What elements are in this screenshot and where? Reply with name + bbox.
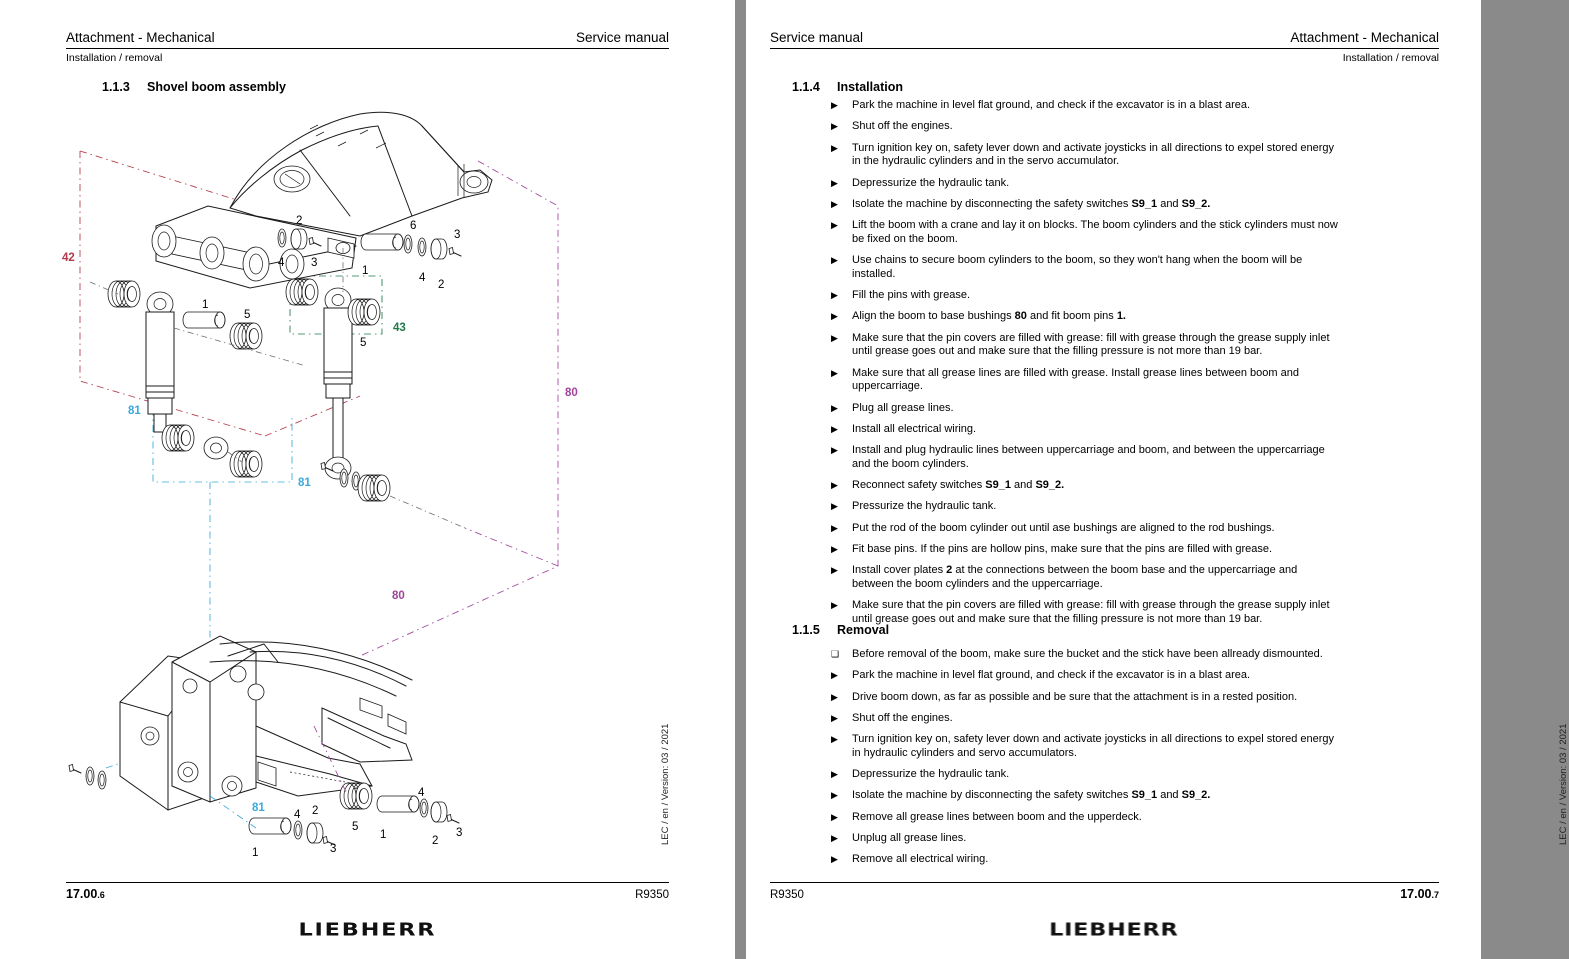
bushings-right-80 <box>321 463 465 529</box>
installation-step-item <box>831 423 1341 437</box>
callout-42: 42 <box>62 252 75 264</box>
installation-step-item-text: Park the machine in level flat ground, and check if the excavator is in a blast area. <box>852 99 1251 111</box>
removal-step-item <box>831 789 1341 803</box>
installation-step-item-text: Make sure that the pin covers are filled with grease: fill with grease through the grease supply inlet until grease goes out and make sure that the filling pressure is not more than 19 bar. <box>852 599 1330 625</box>
installation-step-item <box>831 310 1341 324</box>
removal-step-item-text: Unplug all grease lines. <box>852 831 967 844</box>
removal-step-item-text: Isolate the machine by disconnecting the safety switches S9_1 and S9_2. <box>852 789 1211 802</box>
installation-step-item-text: Reconnect safety switches S9_1 and S9_2. <box>852 479 1065 491</box>
triangle-bullet-icon: ▶ <box>831 311 838 322</box>
removal-step-item-text: Park the machine in level flat ground, and check if the excavator is in a blast area. <box>852 669 1251 682</box>
callout-81-upper: 81 <box>128 405 141 417</box>
part-number-5b: 5 <box>360 337 367 349</box>
footer-row-right <box>770 883 1439 901</box>
liebherr-logo-right: LIEBHERR <box>1048 919 1179 941</box>
removal-step-item <box>831 648 1341 662</box>
installation-step-item <box>831 254 1341 282</box>
section-number-115: 1.1.5 <box>792 623 820 637</box>
section-heading-115 <box>792 623 889 637</box>
header-right-title-right: Attachment - Mechanical <box>1290 30 1439 45</box>
removal-step-item-text: Remove all grease lines between boom and the upperdeck. <box>852 810 1142 823</box>
page-header-left <box>66 30 669 64</box>
triangle-bullet-icon: ▶ <box>831 220 838 230</box>
brand-logo-right-wrap <box>746 919 1481 941</box>
installation-step-item <box>831 120 1341 134</box>
footer-model: R9350 <box>635 889 669 901</box>
removal-step-item <box>831 832 1341 846</box>
triangle-bullet-icon: ▶ <box>831 402 838 413</box>
boom-foot-assembly <box>120 636 412 810</box>
page-gutter <box>735 0 746 959</box>
section-heading-114 <box>792 80 903 94</box>
callout-80-right: 80 <box>565 387 578 399</box>
triangle-bullet-icon: ▶ <box>831 142 838 153</box>
installation-step-item-text: Fit base pins. If the pins are hollow pins, make sure that the pins are filled with grease. <box>852 542 1273 555</box>
part-number-3c: 3 <box>330 843 337 855</box>
bushings-mid-81 <box>162 425 262 477</box>
part-number-3b: 3 <box>454 229 461 241</box>
callout-43: 43 <box>393 322 406 334</box>
footer-page-number: 17.00.6 <box>66 887 105 901</box>
installation-step-item <box>831 564 1341 592</box>
installation-step-item-text: Put the rod of the boom cylinder out until ase bushings are aligned to the rod bushings. <box>852 521 1275 534</box>
side-version-text-left: LEC / en / Version: 03 / 2021 <box>660 723 671 845</box>
removal-step-item <box>831 853 1341 867</box>
header-subtitle: Installation / removal <box>66 52 163 64</box>
triangle-bullet-icon: ▶ <box>831 670 838 681</box>
triangle-bullet-icon: ▶ <box>831 522 838 533</box>
callout-81-lowmid: 81 <box>252 802 265 814</box>
part-number-5: 5 <box>244 309 251 321</box>
part-number-5c: 5 <box>352 821 359 833</box>
boom-main-body <box>152 112 492 288</box>
header-title-row-right <box>770 30 1439 49</box>
triangle-bullet-icon: ▶ <box>831 480 838 490</box>
installation-step-item-text: Make sure that all grease lines are filled with grease. Install grease lines between boom and uppercarriage. <box>852 366 1299 393</box>
triangle-bullet-icon: ▶ <box>831 445 838 455</box>
part-number-3d: 3 <box>456 827 463 839</box>
installation-step-item-text: Align the boom to base bushings 80 and fit boom pins 1. <box>852 310 1126 323</box>
installation-step-item <box>831 479 1341 493</box>
removal-step-item-text: Turn ignition key on, safety lever down and activate joysticks in all directions to expel stored energy in hydraulic cylinders and servo accumulators. <box>852 733 1335 759</box>
installation-step-item <box>831 219 1341 247</box>
footer-model-right: R9350 <box>770 889 804 901</box>
removal-step-item <box>831 768 1341 782</box>
page-header-right <box>770 30 1439 64</box>
removal-step-item-text: Drive boom down, as far as possible and be sure that the attachment is in a rested position. <box>852 690 1298 703</box>
installation-step-item <box>831 500 1341 514</box>
callout-80-bottom: 80 <box>392 590 405 602</box>
triangle-bullet-icon: ▶ <box>831 121 838 132</box>
installation-step-item-text: Make sure that the pin covers are filled with grease: fill with grease through the grease supply inlet until grease goes out and make sure that the filling pressure is not more than 19 bar. <box>852 331 1330 358</box>
footer-row <box>66 883 669 901</box>
part-number-4d: 4 <box>418 787 425 799</box>
header-left-title: Attachment - Mechanical <box>66 30 215 45</box>
installation-step-item-text: Install cover plates 2 at the connections between the boom base and the uppercarriage and between the boom cylinders and the uppercarriage. <box>852 564 1298 590</box>
part-number-1e: 1 <box>380 829 387 841</box>
section-number: 1.1.3 <box>102 80 130 94</box>
installation-steps-list <box>831 99 1341 634</box>
seal-kit-lower-left <box>69 765 106 790</box>
triangle-bullet-icon: ▶ <box>831 198 838 209</box>
installation-step-item <box>831 522 1341 536</box>
removal-step-item <box>831 811 1341 825</box>
removal-step-item-text: Before removal of the boom, make sure the bucket and the stick have been allready dismounted. <box>852 648 1323 660</box>
header-right-title: Service manual <box>575 30 669 45</box>
installation-step-item <box>831 289 1341 303</box>
installation-step-item <box>831 543 1341 557</box>
triangle-bullet-icon: ▶ <box>831 367 838 378</box>
part-number-4b: 4 <box>419 272 426 284</box>
part-number-1: 1 <box>362 265 369 277</box>
part-number-4c: 4 <box>294 809 301 821</box>
callout-81-mid: 81 <box>298 477 311 489</box>
installation-step-item-text: Use chains to secure boom cylinders to the boom, so they won't hang when the boom will be installed. <box>852 254 1303 280</box>
pin-kit-upper-right <box>361 220 461 291</box>
triangle-bullet-icon: ▶ <box>831 100 838 110</box>
removal-steps-list <box>831 648 1341 874</box>
installation-step-item <box>831 402 1341 416</box>
installation-step-item-text: Install all electrical wiring. <box>852 422 977 435</box>
triangle-bullet-icon: ▶ <box>831 332 838 343</box>
installation-step-item <box>831 332 1341 360</box>
installation-step-item-text: Turn ignition key on, safety lever down and activate joysticks in all directions to expel stored energy in the hydraulic cylinders and in the servo accumulator. <box>852 141 1335 168</box>
part-number-6: 6 <box>410 220 417 232</box>
installation-step-item <box>831 444 1341 472</box>
section-heading-113 <box>102 80 286 94</box>
triangle-bullet-icon: ▶ <box>831 423 838 434</box>
page-footer-right <box>770 882 1439 901</box>
square-bullet-icon: ❑ <box>831 649 840 659</box>
removal-step-item-text: Depressurize the hydraulic tank. <box>852 768 1010 780</box>
installation-step-item-text: Depressurize the hydraulic tank. <box>852 176 1010 189</box>
part-number-4: 4 <box>278 257 285 269</box>
triangle-bullet-icon: ▶ <box>831 565 838 575</box>
installation-step-item <box>831 99 1341 113</box>
removal-step-item <box>831 669 1341 683</box>
installation-step-item <box>831 599 1341 627</box>
section-title-114: Installation <box>837 80 903 94</box>
installation-step-item <box>831 142 1341 170</box>
part-number-2b: 2 <box>438 279 445 291</box>
triangle-bullet-icon: ▶ <box>831 734 838 744</box>
triangle-bullet-icon: ▶ <box>831 255 838 265</box>
section-number-114: 1.1.4 <box>792 80 820 94</box>
triangle-bullet-icon: ▶ <box>831 290 838 300</box>
footer-page-number-right: 17.00.7 <box>1400 887 1439 901</box>
part-number-2c: 2 <box>312 805 319 817</box>
header-subtitle-right: Installation / removal <box>1342 52 1439 64</box>
pin-kit-lower-middle <box>210 796 336 859</box>
removal-step-item <box>831 733 1341 761</box>
header-title-row <box>66 30 669 49</box>
installation-step-item <box>831 177 1341 191</box>
triangle-bullet-icon: ▶ <box>831 691 838 702</box>
triangle-bullet-icon: ▶ <box>831 600 838 610</box>
part-number-3: 3 <box>311 257 318 269</box>
installation-step-item <box>831 367 1341 395</box>
part-number-2d: 2 <box>432 835 439 847</box>
installation-step-item-text: Isolate the machine by disconnecting the safety switches S9_1 and S9_2. <box>852 197 1211 210</box>
page-right <box>746 0 1569 959</box>
section-title-115: Removal <box>837 623 890 637</box>
removal-step-item <box>831 712 1341 726</box>
installation-step-item-text: Fill the pins with grease. <box>852 289 970 301</box>
removal-step-item <box>831 691 1341 705</box>
brand-logo-left-wrap <box>0 919 735 941</box>
removal-step-item-text: Shut off the engines. <box>852 711 953 724</box>
triangle-bullet-icon: ▶ <box>831 769 838 779</box>
installation-step-item-text: Install and plug hydraulic lines between uppercarriage and boom, and between the uppercarriage and the boom cylinders. <box>852 444 1325 470</box>
part-number-1c: 1 <box>202 299 209 311</box>
installation-step-item-text: Shut off the engines. <box>852 120 953 133</box>
triangle-bullet-icon: ▶ <box>831 854 838 864</box>
page-footer-left <box>66 882 669 901</box>
part-number-1d: 1 <box>252 847 259 859</box>
installation-step-item-text: Pressurize the hydraulic tank. <box>852 500 997 513</box>
page-left <box>0 0 735 959</box>
installation-step-item-text: Lift the boom with a crane and lay it on blocks. The boom cylinders and the stick cylinders must now be fixed on the boom. <box>852 219 1338 245</box>
liebherr-logo: LIEBHERR <box>298 919 437 941</box>
triangle-bullet-icon: ▶ <box>831 712 838 723</box>
header-left-title-right: Service manual <box>770 30 864 45</box>
triangle-bullet-icon: ▶ <box>831 543 838 554</box>
boom-cylinder-right <box>286 248 380 479</box>
shovel-boom-assembly-figure <box>60 96 660 859</box>
section-title: Shovel boom assembly <box>147 80 286 94</box>
triangle-bullet-icon: ▶ <box>831 811 838 822</box>
triangle-bullet-icon: ▶ <box>831 177 838 188</box>
removal-step-item-text: Remove all electrical wiring. <box>852 853 989 865</box>
installation-step-item <box>831 198 1341 212</box>
triangle-bullet-icon: ▶ <box>831 790 838 801</box>
side-version-text-right: LEC / en / Version: 03 / 2021 <box>1558 723 1569 845</box>
part-number-2: 2 <box>296 215 303 227</box>
triangle-bullet-icon: ▶ <box>831 501 838 512</box>
triangle-bullet-icon: ▶ <box>831 832 838 843</box>
installation-step-item-text: Plug all grease lines. <box>852 401 954 414</box>
boom-cylinder-left <box>90 281 306 432</box>
